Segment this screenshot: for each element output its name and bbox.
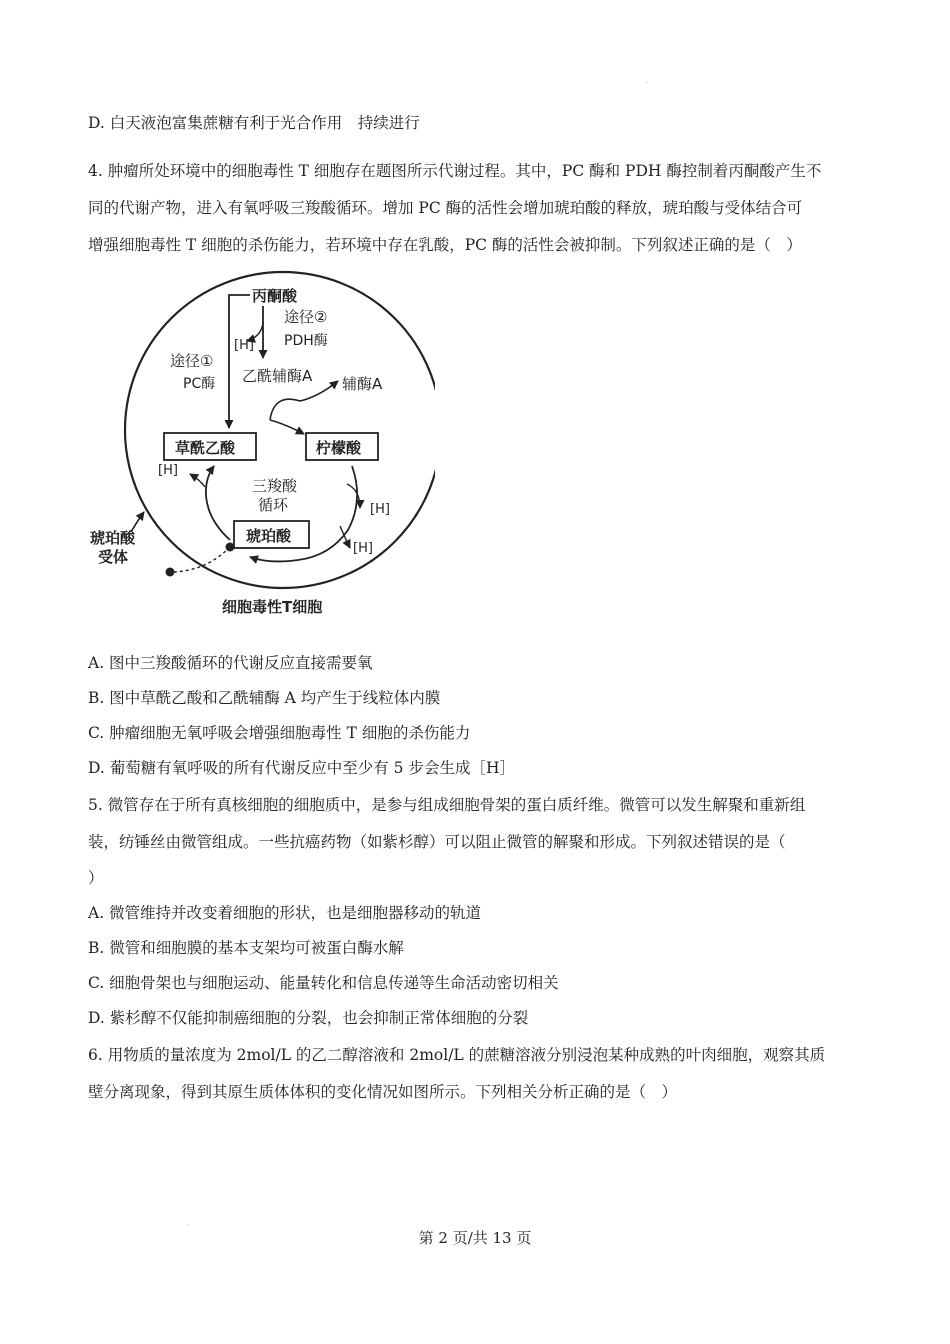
- q5-stem-line-1: 5. 微管存在于所有真核细胞的细胞质中，是参与组成细胞骨架的蛋白质纤维。微管可以发生解聚和重新组: [88, 796, 806, 814]
- h-release-arrow-1: [347, 484, 360, 508]
- coa-release-arrow: [270, 381, 338, 420]
- receptor-label-line-1: 琥珀酸: [90, 529, 136, 547]
- h-label-right-2: [H]: [353, 541, 373, 556]
- q4-option-c: C. 肿瘤细胞无氧呼吸会增强细胞毒性 T 细胞的杀伤能力: [88, 724, 471, 742]
- q3-option-d: D. 白天液泡富集蔗糖有利于光合作用 持续进行: [88, 114, 420, 132]
- scan-dot: .: [646, 76, 649, 85]
- q4-option-b: B. 图中草酰乙酸和乙酰辅酶 A 均产生于线粒体内膜: [88, 689, 441, 707]
- oxaloacetate-label: 草酰乙酸: [175, 439, 236, 457]
- q4-option-d: D. 葡萄糖有氧呼吸的所有代谢反应中至少有 5 步会生成［H］: [88, 759, 515, 777]
- pathway-2-label: 途径②: [284, 308, 328, 326]
- succinate-label: 琥珀酸: [246, 527, 292, 545]
- q4-stem-line-3: 增强细胞毒性 T 细胞的杀伤能力，若环境中存在乳酸，PC 酶的活性会被抑制。下列叙述正确的是（ ）: [88, 236, 802, 254]
- acetyl-coa-label: 乙酰辅酶A: [242, 367, 313, 385]
- q4-stem-line-2: 同的代谢产物，进入有氧呼吸三羧酸循环。增加 PC 酶的活性会增加琥珀酸的释放，琥珀酸与受体结合可: [88, 199, 803, 217]
- q5-option-c: C. 细胞骨架也与细胞运动、能量转化和信息传递等生命活动密切相关: [88, 974, 559, 992]
- to-citrate-arrow: [270, 420, 304, 434]
- cycle-label: 循环: [258, 496, 289, 514]
- citrate-label: 柠檬酸: [316, 439, 362, 457]
- pathway-1-arrow: [229, 295, 250, 428]
- q4-option-a: A. 图中三羧酸循环的代谢反应直接需要氧: [88, 654, 373, 672]
- q5-option-b: B. 微管和细胞膜的基本支架均可被蛋白酶水解: [88, 939, 404, 957]
- pyruvate-label: 丙酮酸: [252, 287, 298, 305]
- h-label-right-1: [H]: [370, 502, 390, 517]
- cycle-bottom-arc: [250, 557, 298, 561]
- receptor-label-line-2: 受体: [98, 548, 129, 566]
- q6-stem-line-1: 6. 用物质的量浓度为 2mol/L 的乙二醇溶液和 2mol/L 的蔗糖溶液分别浸泡某种成熟的叶肉细胞，观察其质: [88, 1046, 826, 1064]
- h-release-arrow-left: [190, 474, 205, 487]
- succinate-out-dot: [166, 568, 175, 577]
- q6-stem-line-2: 壁分离现象，得到其原生质体体积的变化情况如图所示。下列相关分析正确的是（ ）: [88, 1083, 678, 1101]
- q5-stem-line-2: 装，纺锤丝由微管组成。一些抗癌药物（如紫杉醇）可以阻止微管的解聚和形成。下列叙述错误的是（: [88, 833, 786, 851]
- cycle-left-arc: [206, 466, 230, 540]
- pc-enzyme-label: PC酶: [183, 376, 216, 392]
- q5-option-a: A. 微管维持并改变着细胞的形状，也是细胞器移动的轨道: [88, 904, 482, 922]
- q5-stem-line-3: ）: [88, 869, 104, 887]
- coa-label: 辅酶A: [342, 375, 383, 393]
- cell-caption: 细胞毒性T细胞: [222, 598, 323, 616]
- page-footer: 第 2 页/共 13 页: [418, 1229, 532, 1247]
- scan-dot: .: [186, 1218, 189, 1227]
- pathway-1-label: 途径①: [170, 352, 214, 370]
- pdh-enzyme-label: PDH酶: [284, 333, 328, 349]
- tca-label: 三羧酸: [252, 477, 298, 495]
- q4-stem-line-1: 4. 肿瘤所处环境中的细胞毒性 T 细胞存在题图所示代谢过程。其中，PC 酶和 PDH 酶控制着丙酮酸产生不: [88, 162, 822, 180]
- succinate-release-path: [170, 547, 230, 572]
- h-label-left: [H]: [158, 463, 178, 478]
- h-label-top: [H]: [234, 338, 254, 353]
- tca-cycle-diagram: [85, 262, 435, 622]
- q5-option-d: D. 紫杉醇不仅能抑制癌细胞的分裂，也会抑制正常体细胞的分裂: [88, 1009, 529, 1027]
